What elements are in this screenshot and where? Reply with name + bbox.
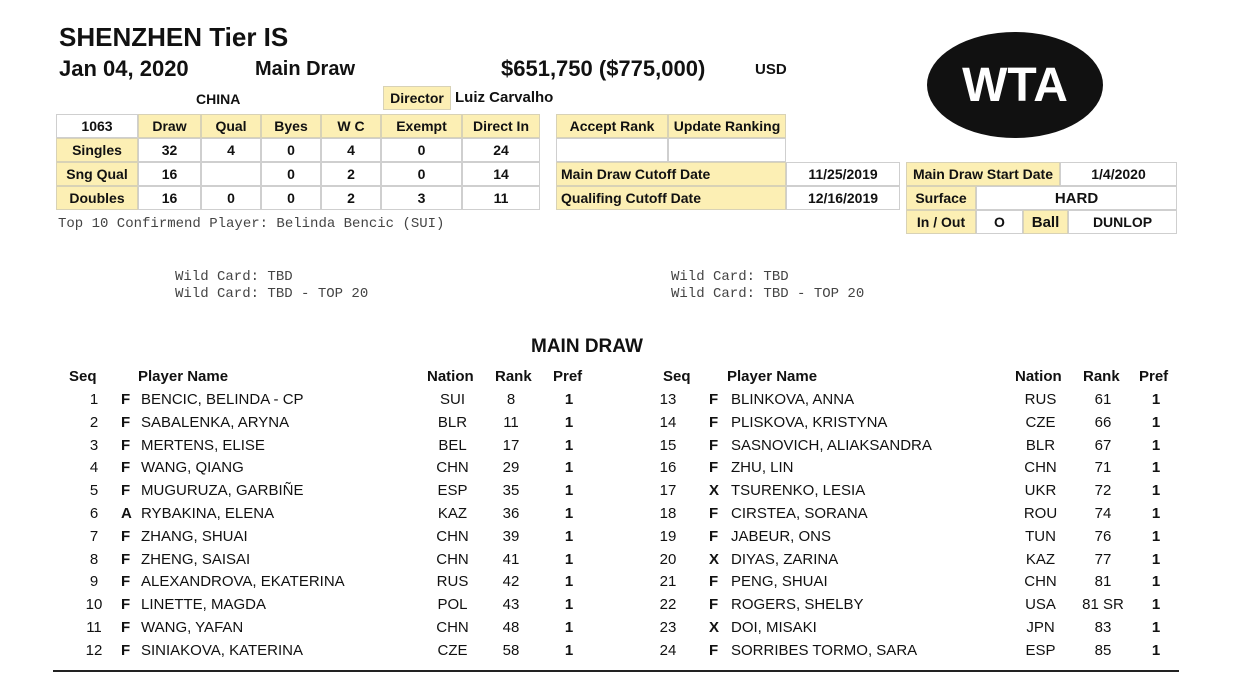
pref: 1 [564, 505, 574, 522]
nation: CHN [436, 527, 469, 545]
seq: 17 [659, 482, 677, 500]
player-name: BLINKOVA, ANNA [731, 391, 855, 408]
pref: 1 [564, 391, 574, 408]
player-name: DOI, MISAKI [731, 619, 817, 636]
md-cutoff-value: 11/25/2019 [786, 162, 900, 186]
pref: 1 [1151, 413, 1161, 431]
pref: 1 [564, 596, 574, 614]
top10-note: Top 10 Confirmend Player: Belinda Bencic (SUI) [58, 216, 445, 232]
md-cutoff-label: Main Draw Cutoff Date [556, 162, 786, 186]
bottom-rule [53, 670, 1179, 672]
surface-label: Surface [906, 186, 976, 210]
player-name: WANG, QIANG [141, 459, 244, 477]
table-row [0, 528, 1235, 550]
rank: 11 [503, 413, 519, 431]
nation: USA [1025, 596, 1056, 614]
nation: CHN [436, 550, 469, 568]
player-name: ALEXANDROVA, EKATERINA [141, 573, 345, 591]
rank: 39 [502, 527, 520, 545]
player-name: LINETTE, MAGDA [141, 596, 267, 614]
pref: 1 [1151, 505, 1161, 522]
wild-card-right-2: Wild Card: TBD - TOP 20 [671, 286, 865, 302]
singles-exempt: 0 [381, 138, 462, 162]
status: F [121, 413, 131, 431]
pref: 1 [1151, 482, 1161, 500]
status: F [121, 619, 131, 636]
ball-value: DUNLOP [1068, 210, 1177, 234]
seq: 12 [85, 641, 103, 659]
player-name: ZHANG, SHUAI [141, 527, 248, 545]
nation: POL [437, 596, 468, 614]
row-label-sng-qual: Sng Qual [56, 162, 138, 186]
player-name: ZHENG, SAISAI [141, 550, 251, 568]
rank: 36 [502, 505, 520, 522]
player-name: ROGERS, SHELBY [731, 596, 864, 614]
update-ranking-label: Update Ranking [668, 114, 786, 138]
rank: 35 [502, 482, 520, 500]
player-name: BENCIC, BELINDA - CP [141, 391, 304, 408]
seq: 15 [659, 436, 677, 454]
status: F [709, 505, 719, 522]
seq: 24 [659, 641, 677, 659]
singles-byes: 0 [261, 138, 321, 162]
row-label-doubles: Doubles [56, 186, 138, 210]
rank: 48 [502, 619, 520, 636]
col-pref-left: Pref [553, 368, 583, 385]
sngqual-exempt: 0 [381, 162, 462, 186]
currency: USD [755, 61, 787, 78]
pref: 1 [564, 641, 574, 659]
seq: 23 [659, 619, 677, 636]
q-cutoff-value: 12/16/2019 [786, 186, 900, 210]
nation: ESP [437, 482, 468, 500]
rank: 81 [1094, 573, 1112, 591]
status: X [709, 550, 720, 568]
col-rank-left: Rank [495, 368, 532, 385]
header-draw: Draw [138, 114, 201, 138]
country: CHINA [196, 91, 241, 107]
director-name: Luiz Carvalho [455, 89, 554, 106]
director-label: Director [383, 86, 451, 110]
pref: 1 [564, 436, 574, 454]
table-row [0, 437, 1235, 459]
nation: ESP [1025, 641, 1056, 659]
surface-value: HARD [976, 186, 1177, 210]
md-start-label: Main Draw Start Date [906, 162, 1060, 186]
pref: 1 [564, 619, 574, 636]
doubles-wc: 2 [321, 186, 381, 210]
header-qual: Qual [201, 114, 261, 138]
table-row [0, 596, 1235, 618]
status: F [121, 573, 131, 591]
tournament-title: SHENZHEN Tier IS [59, 22, 289, 52]
nation: TUN [1025, 527, 1056, 545]
rank: 8 [506, 391, 516, 408]
col-pref-right: Pref [1139, 368, 1169, 385]
rank: 67 [1094, 436, 1112, 454]
singles-qual: 4 [201, 138, 261, 162]
col-seq-right: Seq [663, 368, 691, 385]
status: A [121, 505, 132, 522]
doubles-direct-in: 11 [462, 186, 540, 210]
status: F [709, 436, 719, 454]
rank: 58 [502, 641, 520, 659]
draw-id: 1063 [56, 114, 138, 138]
player-name: CIRSTEA, SORANA [731, 505, 868, 522]
col-seq-left: Seq [69, 368, 97, 385]
pref: 1 [564, 413, 574, 431]
player-name: JABEUR, ONS [731, 527, 832, 545]
rank: 17 [502, 436, 520, 454]
doubles-exempt: 3 [381, 186, 462, 210]
status: F [709, 459, 719, 477]
status: F [709, 413, 719, 431]
draw-type: Main Draw [255, 58, 356, 80]
seq: 14 [659, 413, 677, 431]
update-ranking-value [668, 138, 786, 162]
wild-card-left-1: Wild Card: TBD [175, 269, 293, 285]
pref: 1 [1151, 550, 1161, 568]
main-draw-title: MAIN DRAW [531, 336, 643, 357]
col-player-left: Player Name [138, 368, 229, 385]
rank: 72 [1094, 482, 1112, 500]
seq: 4 [89, 459, 99, 477]
nation: KAZ [437, 505, 468, 522]
inout-label: In / Out [906, 210, 976, 234]
sngqual-wc: 2 [321, 162, 381, 186]
status: F [121, 550, 131, 568]
status: F [709, 391, 719, 408]
rank: 43 [502, 596, 520, 614]
col-player-right: Player Name [727, 368, 818, 385]
status: F [121, 596, 131, 614]
seq: 20 [659, 550, 677, 568]
nation: BEL [438, 436, 467, 454]
seq: 22 [659, 596, 677, 614]
nation: CHN [1024, 459, 1057, 477]
player-name: WANG, YAFAN [141, 619, 244, 636]
header-exempt: Exempt [381, 114, 462, 138]
status: F [121, 436, 131, 454]
status: F [121, 527, 131, 545]
sngqual-qual [201, 162, 261, 186]
table-row [0, 414, 1235, 436]
seq: 10 [85, 596, 103, 614]
rank: 76 [1094, 527, 1112, 545]
seq: 1 [89, 391, 99, 408]
accept-rank-value [556, 138, 668, 162]
nation: RUS [1024, 391, 1057, 408]
rank: 41 [502, 550, 520, 568]
col-rank-right: Rank [1083, 368, 1120, 385]
seq: 16 [659, 459, 677, 477]
table-row [0, 391, 1235, 413]
table-row [0, 551, 1235, 573]
seq: 18 [659, 505, 677, 522]
seq: 19 [659, 527, 677, 545]
pref: 1 [564, 482, 574, 500]
accept-rank-label: Accept Rank [556, 114, 668, 138]
table-row [0, 642, 1235, 664]
player-name: RYBAKINA, ELENA [141, 505, 275, 522]
nation: BLR [1025, 436, 1056, 454]
player-name: TSURENKO, LESIA [731, 482, 866, 500]
sngqual-direct-in: 14 [462, 162, 540, 186]
player-name: DIYAS, ZARINA [731, 550, 839, 568]
nation: ROU [1023, 505, 1058, 522]
header-byes: Byes [261, 114, 321, 138]
sngqual-draw: 16 [138, 162, 201, 186]
player-name: PLISKOVA, KRISTYNA [731, 413, 888, 431]
pref: 1 [564, 573, 574, 591]
singles-wc: 4 [321, 138, 381, 162]
player-name: MERTENS, ELISE [141, 436, 265, 454]
inout-value: O [976, 210, 1023, 234]
seq: 11 [86, 619, 102, 636]
pref: 1 [1151, 596, 1161, 614]
pref: 1 [1151, 641, 1161, 659]
seq: 21 [659, 573, 677, 591]
nation: CHN [1024, 573, 1057, 591]
nation: CHN [436, 459, 469, 477]
wild-card-right-1: Wild Card: TBD [671, 269, 789, 285]
player-name: MUGURUZA, GARBIÑE [141, 482, 304, 500]
status: X [709, 482, 720, 500]
table-row [0, 482, 1235, 504]
doubles-qual: 0 [201, 186, 261, 210]
seq: 3 [89, 436, 99, 454]
prize-money: $651,750 ($775,000) [501, 56, 706, 81]
header-wc: W C [321, 114, 381, 138]
player-name: ZHU, LIN [731, 459, 794, 477]
rank: 74 [1094, 505, 1112, 522]
header-direct-in: Direct In [462, 114, 540, 138]
doubles-draw: 16 [138, 186, 201, 210]
player-name: PENG, SHUAI [731, 573, 828, 591]
wta-logo-text: WTA [962, 59, 1068, 112]
status: F [709, 573, 719, 591]
md-start-value: 1/4/2020 [1060, 162, 1177, 186]
nation: CZE [437, 641, 468, 659]
pref: 1 [1151, 459, 1161, 477]
nation: UKR [1024, 482, 1057, 500]
status: F [709, 596, 719, 614]
seq: 2 [89, 413, 99, 431]
pref: 1 [1151, 573, 1161, 591]
col-nation-right: Nation [1015, 368, 1062, 385]
rank: 66 [1094, 413, 1112, 431]
status: F [121, 391, 131, 408]
nation: CZE [1025, 413, 1056, 431]
player-name: SABALENKA, ARYNA [141, 413, 290, 431]
seq: 6 [89, 505, 99, 522]
singles-draw: 32 [138, 138, 201, 162]
nation: BLR [437, 413, 468, 431]
col-nation-left: Nation [427, 368, 474, 385]
ball-label: Ball [1023, 210, 1068, 234]
table-row [0, 573, 1235, 595]
pref: 1 [564, 527, 574, 545]
nation: CHN [436, 619, 469, 636]
seq: 9 [89, 573, 99, 591]
status: F [121, 482, 131, 500]
table-row [0, 619, 1235, 641]
rank: 77 [1094, 550, 1112, 568]
status: F [709, 527, 719, 545]
wild-card-left-2: Wild Card: TBD - TOP 20 [175, 286, 369, 302]
status: F [121, 459, 131, 477]
table-row [0, 459, 1235, 481]
pref: 1 [564, 459, 574, 477]
table-row [0, 505, 1235, 527]
seq: 5 [89, 482, 99, 500]
pref: 1 [1151, 619, 1161, 636]
player-name: SINIAKOVA, KATERINA [141, 641, 303, 659]
pref: 1 [1151, 391, 1161, 408]
pref: 1 [564, 550, 574, 568]
player-name: SASNOVICH, ALIAKSANDRA [731, 436, 932, 454]
rank: 85 [1094, 641, 1112, 659]
pref: 1 [1151, 436, 1161, 454]
rank: 42 [502, 573, 520, 591]
status: F [709, 641, 719, 659]
status: F [121, 641, 131, 659]
pref: 1 [1151, 527, 1161, 545]
nation: RUS [436, 573, 469, 591]
tournament-date: Jan 04, 2020 [59, 56, 189, 81]
rank: 61 [1094, 391, 1112, 408]
seq: 7 [89, 527, 99, 545]
sngqual-byes: 0 [261, 162, 321, 186]
rank: 71 [1094, 459, 1112, 477]
wta-logo-icon [925, 30, 1105, 140]
status: X [709, 619, 720, 636]
player-name: SORRIBES TORMO, SARA [731, 641, 918, 659]
rank: 81 SR [1082, 596, 1124, 614]
nation: KAZ [1025, 550, 1056, 568]
nation: JPN [1026, 619, 1055, 636]
doubles-byes: 0 [261, 186, 321, 210]
rank: 83 [1094, 619, 1112, 636]
seq: 8 [89, 550, 99, 568]
nation: SUI [439, 391, 465, 408]
q-cutoff-label: Qualifing Cutoff Date [556, 186, 786, 210]
rank: 29 [502, 459, 520, 477]
seq: 13 [659, 391, 677, 408]
singles-direct-in: 24 [462, 138, 540, 162]
row-label-singles: Singles [56, 138, 138, 162]
